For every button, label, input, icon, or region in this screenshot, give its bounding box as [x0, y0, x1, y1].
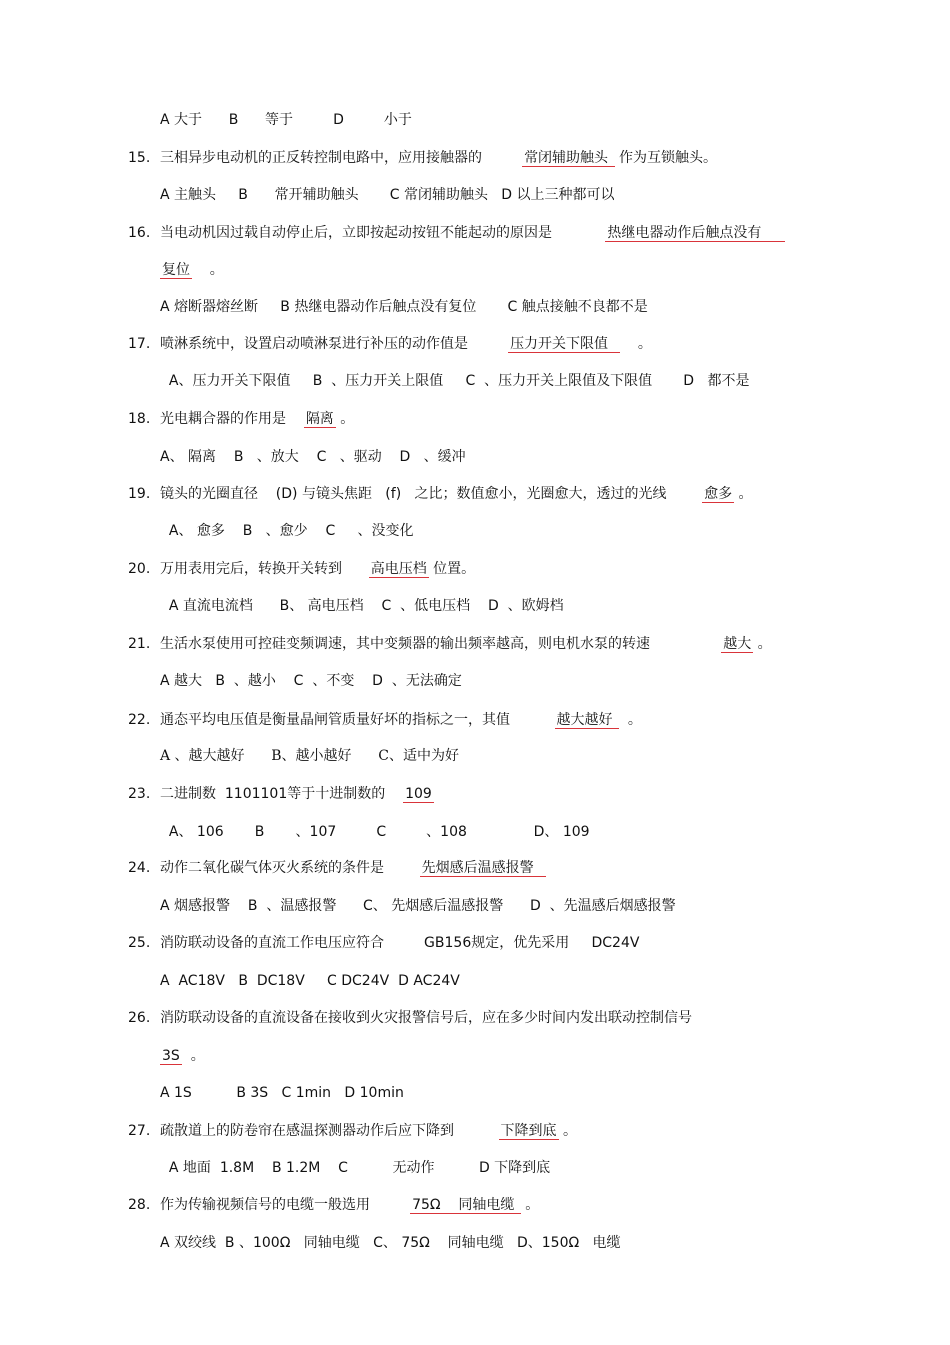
question-text: 消防联动设备的直流工作电压应符合 GB156规定，优先采用 DC24V [160, 935, 640, 951]
options-line: A 、越大越好 B、越小越好 C、适中为好 [160, 748, 459, 764]
question-number: 23. [128, 786, 151, 802]
answer-underline: 压力开关下限值 [508, 336, 620, 353]
question-text: 喷淋系统中，设置启动喷淋泵进行补压的动作值是 压力开关下限值 。 [160, 336, 652, 352]
question-text: 生活水泵使用可控硅变频调速，其中变频器的输出频率越高，则电机水泵的转速 越大 。 [160, 636, 772, 652]
question-number: 20. [128, 561, 151, 577]
options-line: A 1S B 3S C 1min D 10min [160, 1085, 404, 1101]
options-line: A 地面 1.8M B 1.2M C 无动作 D 下降到底 [160, 1160, 551, 1176]
question-text: 消防联动设备的直流设备在接收到火灾报警信号后，应在多少时间内发出联动控制信号 [160, 1010, 692, 1026]
question-number: 21. [128, 636, 151, 652]
answer-underline: 先烟感后温感报警 [420, 860, 546, 877]
question-number: 27. [128, 1123, 151, 1139]
options-line: A 烟感报警 B 、温感报警 C、 先烟感后温感报警 D 、先温感后烟感报警 [160, 898, 676, 914]
answer-underline: 75Ω 同轴电缆 [412, 1197, 519, 1213]
question-number: 26. [128, 1010, 151, 1026]
question-number: 19. [128, 486, 151, 502]
options-line: A AC18V B DC18V C DC24V D AC24V [160, 973, 460, 989]
answer-underline: 3S [162, 1048, 180, 1064]
answer-underline: 高电压档 [370, 561, 427, 577]
question-number: 22. [128, 712, 151, 728]
question-text-cont: 复位 。 [162, 262, 224, 278]
options-line: A 大于 B 等于 D 小于 [160, 112, 412, 128]
question-number: 18. [128, 411, 151, 427]
answer-underline: 常闭辅助触头 [524, 150, 613, 166]
question-number: 16. [128, 225, 151, 241]
answer-underline: 109 [405, 786, 432, 802]
question-text: 疏散道上的防卷帘在感温探测器动作后应下降到 下降到底 。 [160, 1123, 577, 1139]
answer-underline: 愈多 [704, 486, 733, 502]
question-number: 28. [128, 1197, 151, 1213]
question-number: 25. [128, 935, 151, 951]
answer-underline: 越大越好 [556, 712, 617, 728]
options-line: A、压力开关下限值 B 、压力开关上限值 C 、压力开关上限值及下限值 D 都不是 [160, 373, 750, 389]
question-text: 镜头的光圈直径 (D) 与镜头焦距 (f) 之比；数值愈小，光圈愈大，透过的光线 愈多 。 [160, 486, 753, 502]
question-text: 动作二氧化碳气体灭火系统的条件是 先烟感后温感报警 [160, 858, 546, 878]
question-text: 作为传输视频信号的电缆一般选用 75Ω 同轴电缆 。 [160, 1197, 540, 1213]
answer-underline: 隔离 [305, 411, 334, 427]
answer-underline: 下降到底 [500, 1123, 557, 1139]
options-line: A 双绞线 B 、100Ω 同轴电缆 C、 75Ω 同轴电缆 D、150Ω 电缆 [160, 1235, 621, 1251]
options-line: A、 隔离 B 、放大 C 、驱动 D 、缓冲 [160, 449, 466, 465]
question-text: 光电耦合器的作用是 隔离 。 [160, 411, 355, 427]
options-line: A 越大 B 、越小 C 、不变 D 、无法确定 [160, 673, 462, 689]
question-text-cont: 3S 。 [162, 1048, 205, 1064]
options-line: A、 106 B 、107 C 、108 D、 109 [160, 824, 590, 840]
options-line: A 熔断器熔丝断 B 热继电器动作后触点没有复位 C 触点接触不良都不是 [160, 299, 648, 315]
question-text: 二进制数 1101101等于十进制数的 109 [160, 786, 432, 802]
question-number: 24. [128, 860, 151, 876]
options-line: A、 愈多 B 、愈少 C 、没变化 [160, 523, 414, 539]
question-number: 17. [128, 336, 151, 352]
question-text: 三相异步电动机的正反转控制电路中，应用接触器的 常闭辅助触头 作为互锁触头。 [160, 150, 717, 166]
question-text: 万用表用完后，转换开关转到 高电压档 位置。 [160, 561, 476, 577]
options-line: A 直流电流档 B、 高电压档 C 、低电压档 D 、欧姆档 [160, 598, 564, 614]
answer-underline: 热继电器动作后触点没有 [605, 225, 785, 242]
question-number: 15. [128, 150, 151, 166]
question-text: 当电动机因过载自动停止后，立即按起动按钮不能起动的原因是 热继电器动作后触点没有 [160, 223, 785, 243]
options-line: A 主触头 B 常开辅助触头 C 常闭辅助触头 D 以上三种都可以 [160, 187, 615, 203]
question-text: 通态平均电压值是衡量晶闸管质量好坏的指标之一，其值 越大越好 。 [160, 712, 642, 728]
answer-underline: 越大 [723, 636, 752, 652]
answer-underline: 复位 [162, 262, 190, 278]
